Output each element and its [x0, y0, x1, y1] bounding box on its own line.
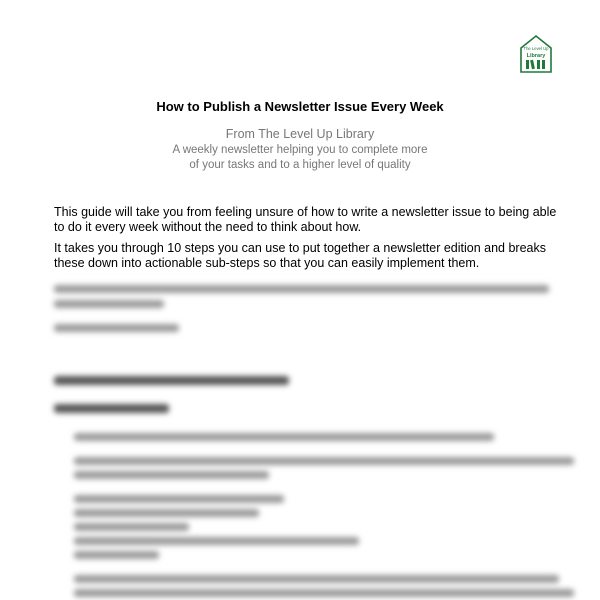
subtitle-block	[0, 127, 600, 173]
library-logo	[519, 34, 553, 74]
tagline-line-1: A weekly newsletter helping you to complete more	[172, 144, 428, 156]
intro-paragraph-1: This guide will take you from feeling unsure of how to write a newsletter issue to being able to do it every week without the need to think about how.	[54, 205, 557, 234]
svg-text:Library: Library	[526, 53, 546, 59]
intro-paragraph-2: It takes you through 10 steps you can use to put together a newsletter edition and breaks these down into actionable sub-steps so that you can easily implement them.	[54, 241, 546, 270]
tagline-line-2: of your tasks and to a higher level of quality	[189, 159, 411, 171]
svg-text:The Level Up: The Level Up	[523, 46, 549, 51]
source-line: From The Level Up Library	[225, 127, 375, 141]
document-title: How to Publish a Newsletter Issue Every Week	[156, 99, 444, 114]
blurred-content	[54, 280, 584, 600]
